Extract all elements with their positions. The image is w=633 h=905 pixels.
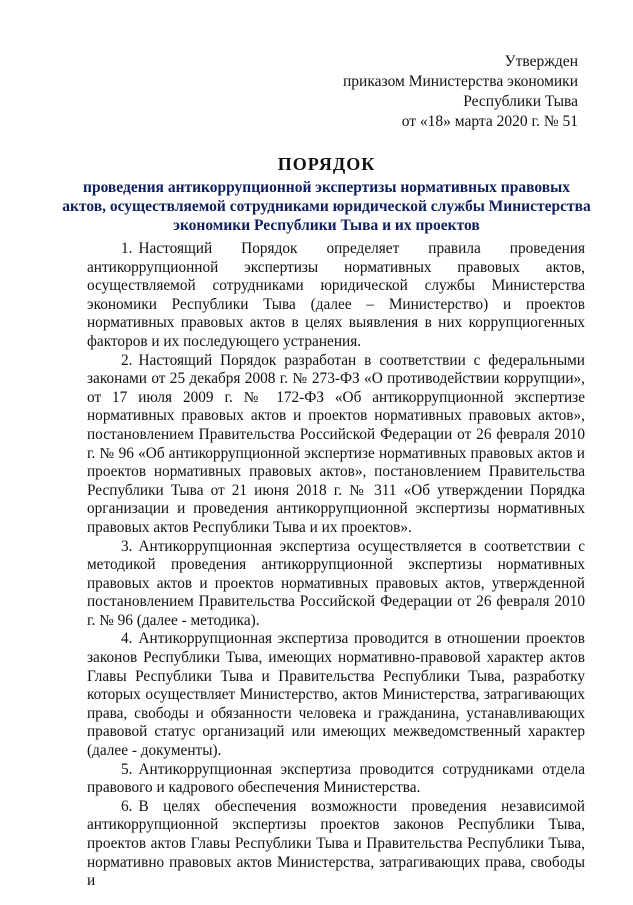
approval-line-date: от «18» марта 2020 г. № 51 — [401, 113, 578, 130]
paragraph-text: Антикоррупционная экспертиза проводится сотрудниками отдела правового и кадрового обеспечения Министерства. — [87, 760, 585, 797]
approval-line-approved: Утвержден — [504, 53, 578, 70]
approval-line-republic: Республики Тыва — [463, 93, 578, 110]
paragraph-number: 6. — [121, 797, 133, 815]
title-block — [60, 152, 593, 235]
document-body — [87, 240, 585, 891]
approval-stamp — [343, 52, 578, 132]
paragraph-6 — [87, 798, 585, 891]
paragraph-text: Настоящий Порядок определяет правила проведения антикоррупционной экспертизы нормативных правовых актов, осуществляемой сотрудниками юридической службы Министерства экономики Республики Тыва (далее – Министерство) и проектов нормативных правовых актов в целях выявления в них коррупциогенных факторов и их последующего устранения. — [87, 240, 585, 350]
paragraph-number: 4. — [121, 630, 133, 648]
paragraph-1 — [87, 240, 585, 352]
paragraph-text: Настоящий Порядок разработан в соответствии с федеральными законами от 25 декабря 2008 г. № 273-ФЗ «О противодействии коррупции», от 17 июля 2009 г. № 172-ФЗ «Об антикоррупционной экспертизе нормативных правовых актов и проектов нормативных правовых актов», постановлением Правительства Российской Федерации от 26 февраля 2010 г. № 96 «Об антикоррупционной экспертизе нормативных правовых актов и проектов нормативных правовых актов», постановлением Правительства Республики Тыва от 21 июня 2018 г. № 311 «Об утверждении Порядка организации и проведения антикоррупционной экспертизы нормативных правовых актов Республики Тыва и их проектов». — [87, 351, 585, 536]
document-title: ПОРЯДОК — [277, 154, 376, 174]
document-subtitle: проведения антикоррупционной экспертизы нормативных правовых актов, осуществляемой сотрудниками юридической службы Министерства экономики Республики Тыва и их проектов — [62, 179, 591, 234]
approval-line-order: приказом Министерства экономики — [343, 73, 578, 90]
paragraph-4 — [87, 630, 585, 760]
paragraph-2 — [87, 352, 585, 538]
paragraph-text: Антикоррупционная экспертиза проводится в отношении проектов законов Республики Тыва, имеющих нормативно-правовой характер актов Главы Республики Тыва и Правительства Республики Тыва, разработку которых осуществляет Министерство, актов Министерства, затрагивающих права, свободы и обязанности человека и гражданина, устанавливающих правовой статус организаций или имеющих межведомственный характер (далее - документы). — [87, 630, 585, 760]
paragraph-5 — [87, 761, 585, 798]
paragraph-text: В целях обеспечения возможности проведения независимой антикоррупционной экспертизы проектов законов Республики Тыва, проектов актов Главы Республики Тыва и Правительства Республики Тыва, нормативно правовых актов Министерства, затрагивающих права, свободы и — [87, 797, 585, 890]
paragraph-3 — [87, 538, 585, 631]
paragraph-number: 1. — [121, 240, 133, 257]
paragraph-text: Антикоррупционная экспертиза осуществляется в соответствии с методикой проведения антикоррупционной экспертизы нормативных правовых актов и проектов нормативных правовых актов, утвержденной постановлением Правительства Российской Федерации от 26 февраля 2010 г. № 96 (далее - методика). — [87, 537, 585, 629]
paragraph-number: 5. — [121, 760, 133, 778]
paragraph-number: 3. — [121, 537, 133, 555]
paragraph-number: 2. — [121, 351, 133, 369]
